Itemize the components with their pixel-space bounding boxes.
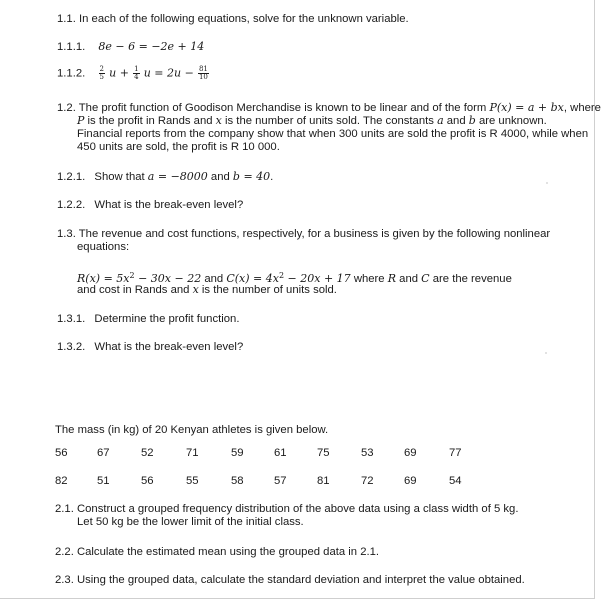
question-1-2-line-3: Financial reports from the company show that when 300 units are sold the profit is R 4000, while when: [77, 128, 589, 140]
scan-speck: [546, 182, 548, 184]
subquestion-number: 1.1.1.: [57, 41, 86, 53]
subquestion-number: 1.1.2.: [57, 67, 86, 80]
mass-value: 72: [361, 475, 374, 487]
revenue-function: R(x) = 5x: [77, 272, 130, 285]
mass-value: 61: [274, 447, 287, 459]
question-text: and: [207, 171, 233, 183]
question-text: .: [270, 171, 274, 183]
variable: x: [192, 283, 199, 296]
question-text: The revenue and cost functions, respectively, for a business is given by the following nonlinear: [78, 228, 551, 240]
question-text: is the profit in Rands and: [84, 115, 216, 127]
subquestion-1-2-1: [57, 170, 273, 184]
question-number: 2.1.: [55, 503, 74, 515]
variable: x: [215, 114, 222, 127]
question-text: What is the break-even level?: [94, 199, 244, 211]
question-2-1-line-2: Let 50 kg be the lower limit of the initial class.: [77, 516, 304, 528]
exponent: 2: [129, 271, 135, 280]
question-text: In each of the following equations, solve for the unknown variable.: [78, 13, 409, 25]
question-text: The profit function of Goodison Merchandise is known to be linear and of the form: [78, 102, 490, 114]
mass-value: 59: [231, 447, 244, 459]
mass-value: 77: [449, 447, 462, 459]
question-1-2-line-2: [77, 114, 547, 128]
question-number: 2.3.: [55, 574, 74, 586]
question-text: is the number of units sold.: [198, 284, 337, 296]
question-1-2-line-4: 450 units are sold, the profit is R 10 000.: [77, 141, 280, 153]
question-1-3-line-1: [57, 227, 550, 241]
question-text: Using the grouped data, calculate the standard deviation and interpret the value obtained.: [76, 574, 525, 586]
question-text: is the number of units sold. The constants: [221, 115, 438, 127]
fraction-two-fifths: $\frac{2}{5}$: [99, 65, 105, 81]
subquestion-number: 1.2.1.: [57, 171, 86, 183]
question-text: where: [350, 273, 388, 285]
question-number: 1.1.: [57, 13, 76, 25]
equation-term: u = 2u −: [143, 66, 194, 80]
mass-value: 69: [404, 475, 417, 487]
question-text: Calculate the estimated mean using the grouped data in 2.1.: [76, 546, 380, 558]
exponent: 2: [278, 271, 285, 280]
revenue-function: − 30x − 22: [134, 272, 202, 285]
question-text: and: [396, 273, 422, 285]
subquestion-number: 1.3.1.: [57, 313, 86, 325]
question-2-3: [55, 573, 525, 587]
mass-value: 69: [404, 447, 417, 459]
question-2-2: [55, 545, 379, 559]
equation-1-1-2: [57, 66, 210, 81]
equation-1-1-1: [57, 40, 204, 54]
mass-value: 56: [141, 475, 154, 487]
question-text: Construct a grouped frequency distribution of the above data using a class width of 5 kg.: [76, 503, 519, 515]
question-2-intro: The mass (in kg) of 20 Kenyan athletes is given below.: [55, 424, 329, 436]
question-text: and: [201, 273, 227, 285]
equation-expression: b = 40: [232, 170, 271, 183]
variable: P: [77, 114, 85, 127]
mass-value: 58: [231, 475, 244, 487]
mass-value: 56: [55, 447, 68, 459]
question-text: Determine the profit function.: [94, 313, 240, 325]
subquestion-1-3-1: [57, 312, 239, 326]
question-number: 2.2.: [55, 546, 74, 558]
mass-value: 75: [317, 447, 330, 459]
variable: b: [468, 114, 476, 127]
profit-function-expression: P(x) = a + bx: [489, 101, 564, 114]
mass-value: 54: [449, 475, 462, 487]
equation-expression: 8e − 6 = −2e + 14: [98, 40, 205, 53]
question-1-1: [57, 12, 409, 26]
scan-speck: [545, 352, 547, 354]
variable: a: [437, 114, 444, 127]
mass-value: 82: [55, 475, 68, 487]
mass-value: 67: [97, 447, 110, 459]
subquestion-number: 1.2.2.: [57, 199, 86, 211]
question-1-2-line-1: [57, 101, 601, 115]
question-1-3-line-4: [77, 283, 337, 297]
question-number: 1.3.: [57, 228, 76, 240]
equation-expression: a = −8000: [147, 170, 208, 183]
question-text: are unknown.: [475, 115, 547, 127]
equation-term: u +: [109, 66, 129, 80]
variable: R: [387, 272, 397, 285]
cost-function: − 20x + 17: [284, 272, 351, 285]
question-text: and: [443, 115, 469, 127]
question-text: , where: [563, 102, 601, 114]
question-2-1: [55, 502, 518, 516]
question-text: What is the break-even level?: [94, 341, 244, 353]
question-text: Show that: [94, 171, 148, 183]
mass-value: 55: [186, 475, 199, 487]
question-1-3-line-2: equations:: [77, 241, 130, 253]
mass-value: 57: [274, 475, 287, 487]
cost-function: C(x) = 4x: [226, 272, 279, 285]
mass-value: 53: [361, 447, 374, 459]
fraction-one-quarter: $\frac{1}{4}$: [134, 65, 139, 81]
question-text: are the revenue: [429, 273, 512, 285]
mass-value: 71: [186, 447, 199, 459]
subquestion-number: 1.3.2.: [57, 341, 86, 353]
subquestion-1-3-2: [57, 340, 243, 354]
question-text: and cost in Rands and: [77, 284, 193, 296]
subquestion-1-2-2: [57, 198, 243, 212]
mass-value: 81: [317, 475, 330, 487]
variable: C: [421, 272, 430, 285]
question-number: 1.2.: [57, 102, 76, 114]
fraction-eighty-one-tenths: $\frac{81}{10}$: [198, 65, 208, 81]
mass-value: 52: [141, 447, 154, 459]
mass-value: 51: [97, 475, 110, 487]
